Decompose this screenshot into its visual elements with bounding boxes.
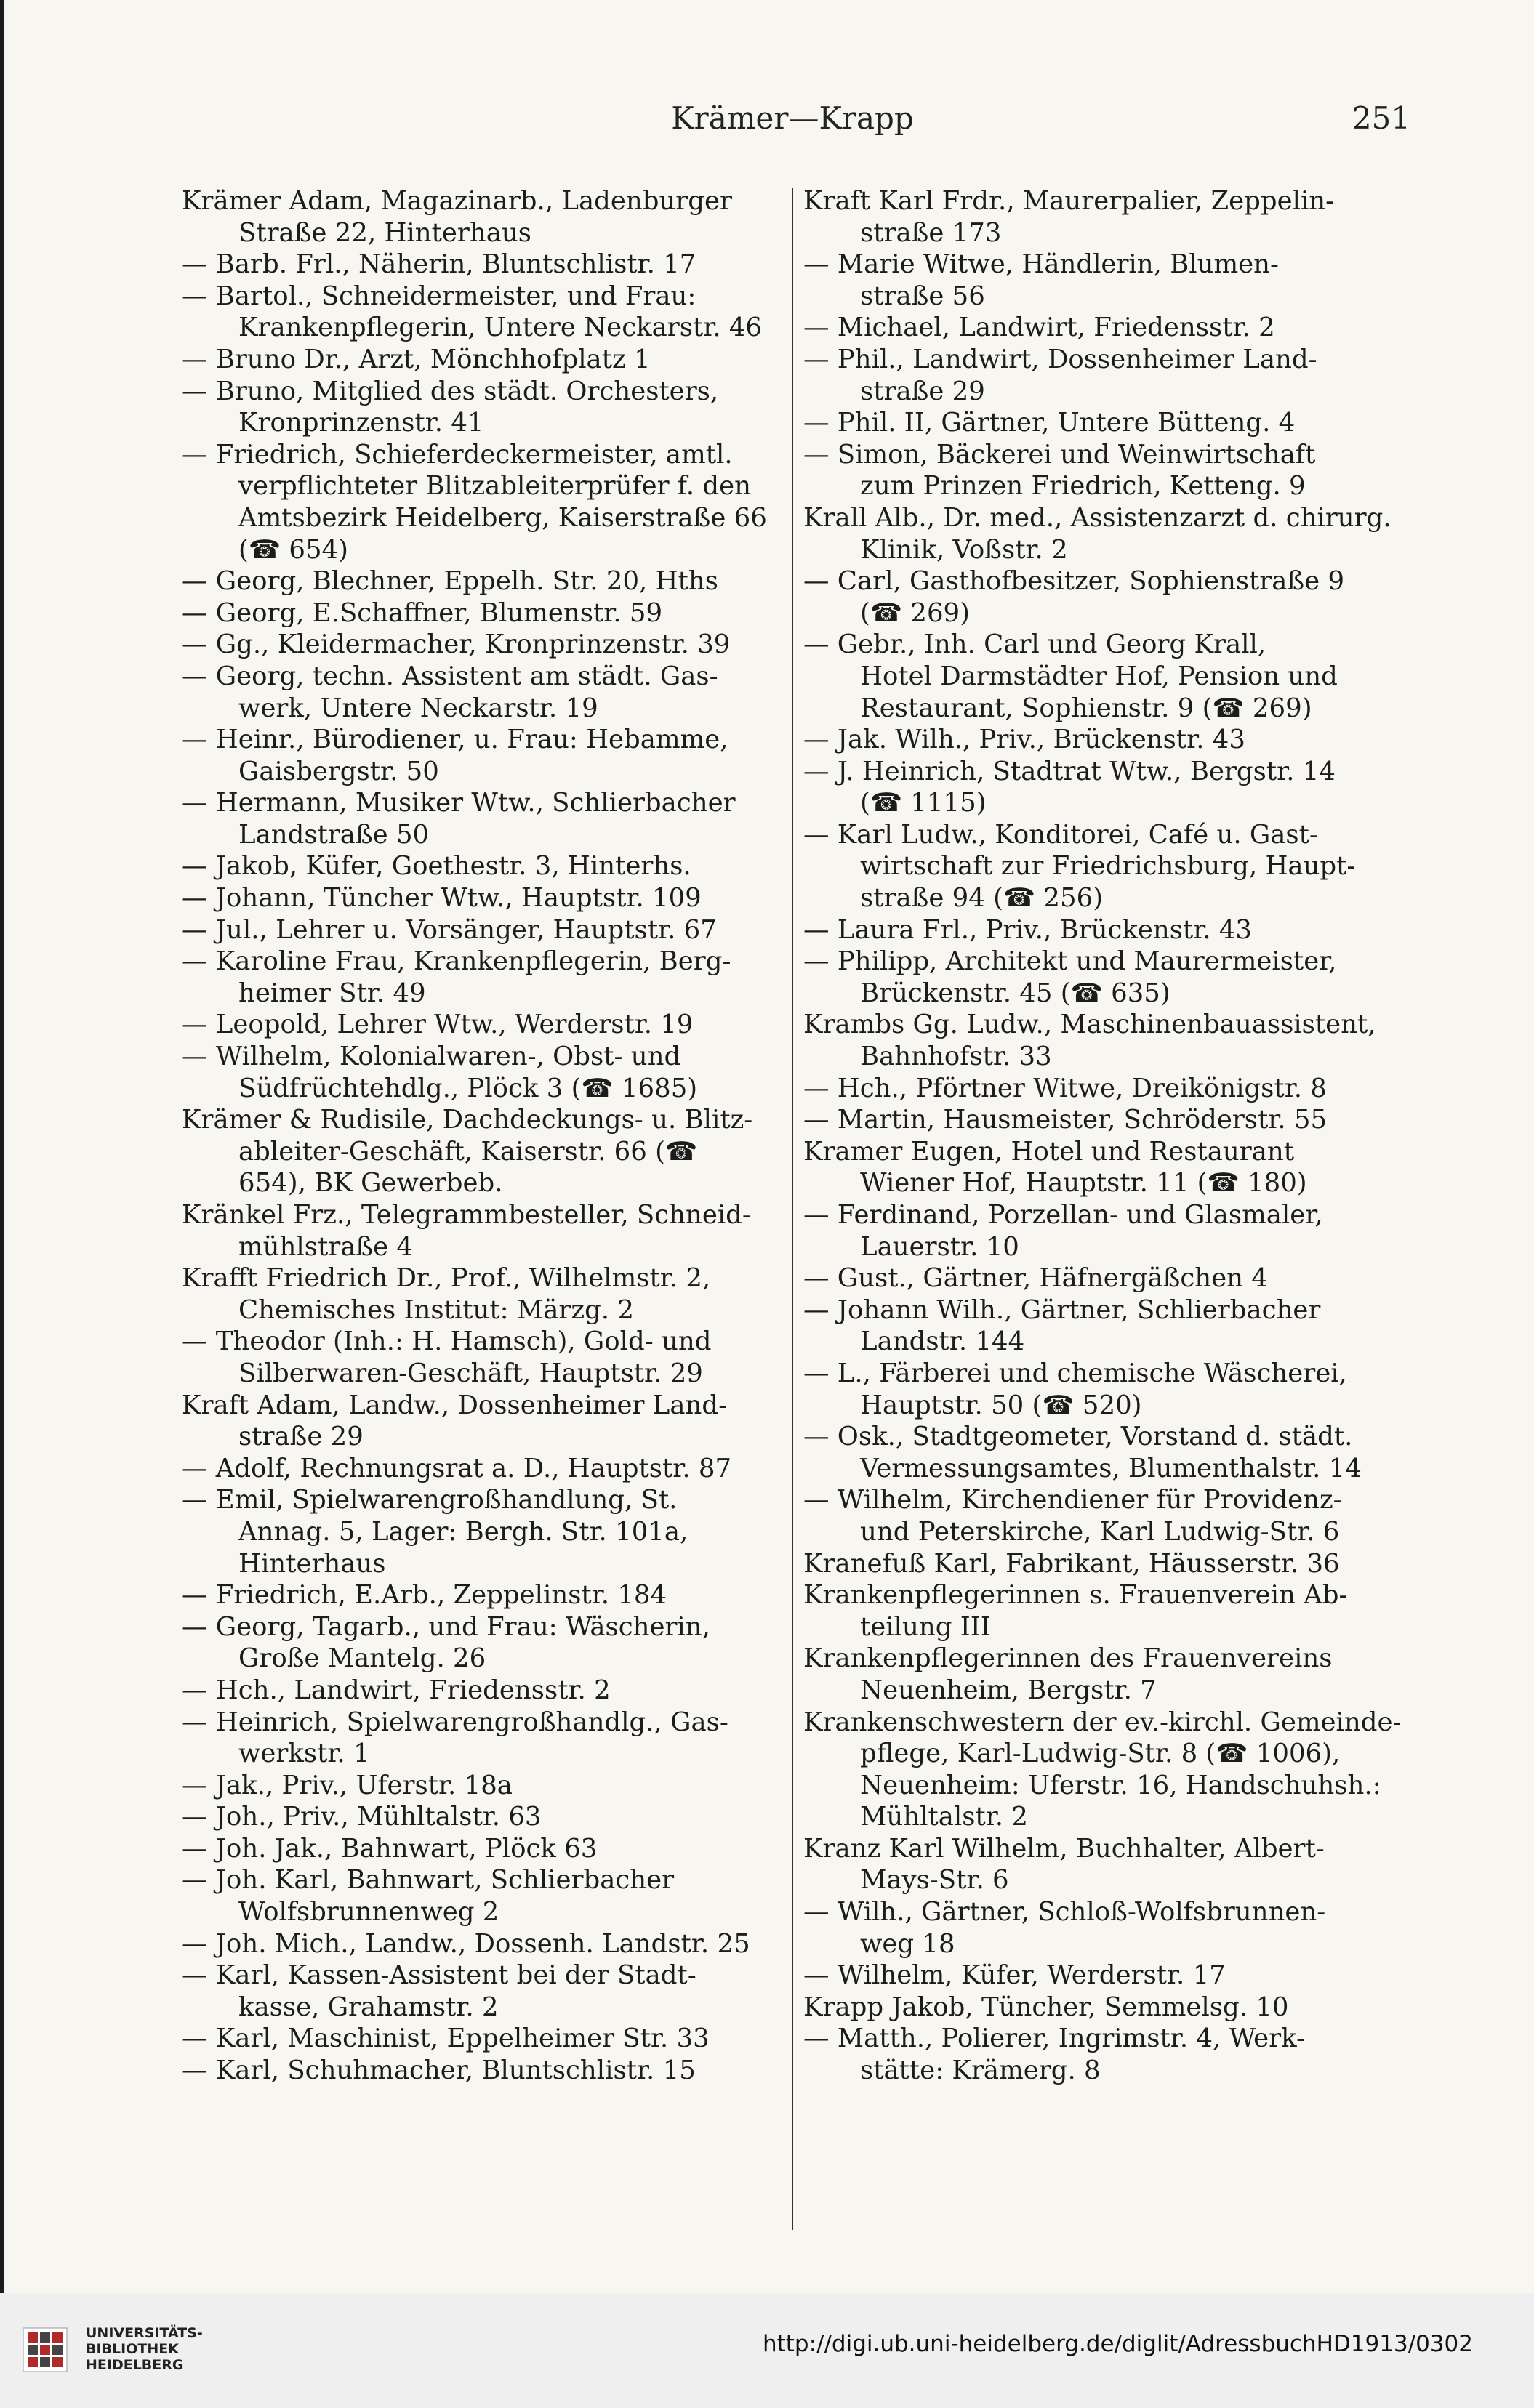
entry-line: Kränkel Frz., Telegrammbesteller, Schneid- bbox=[182, 1200, 751, 1230]
entry-line: — Hch., Landwirt, Friedensstr. 2 bbox=[182, 1675, 611, 1705]
entry-continuation-line: Restaurant, Sophienstr. 9 (☎ 269) bbox=[860, 693, 1312, 723]
entry-continuation-line: und Peterskirche, Karl Ludwig-Str. 6 bbox=[860, 1516, 1340, 1547]
entry-line: — Phil., Landwirt, Dossenheimer Land- bbox=[803, 344, 1317, 374]
entry-continuation-line: Wiener Hof, Hauptstr. 11 (☎ 180) bbox=[860, 1168, 1307, 1199]
entry-line: Krapp Jakob, Tüncher, Semmelsg. 10 bbox=[803, 1992, 1289, 2022]
entry-line: — Wilhelm, Kolonialwaren-, Obst- und bbox=[182, 1042, 681, 1072]
entry-continuation-line: Amtsbezirk Heidelberg, Kaiserstraße 66 bbox=[238, 502, 767, 533]
left-column bbox=[182, 185, 785, 2087]
entry-continuation-line: ableiter-Geschäft, Kaiserstr. 66 (☎ bbox=[238, 1136, 698, 1167]
entry-line: — Marie Witwe, Händlerin, Blumen- bbox=[803, 249, 1280, 280]
entry-line: — Philipp, Architekt und Maurermeister, bbox=[803, 946, 1337, 977]
entry-continuation-line: Wolfsbrunnenweg 2 bbox=[238, 1897, 499, 1928]
entry-continuation-line: straße 29 bbox=[860, 376, 985, 406]
entry-continuation-line: Neuenheim, Bergstr. 7 bbox=[860, 1675, 1157, 1705]
entry-continuation-line: Mays-Str. 6 bbox=[860, 1865, 1009, 1896]
entry-line: — Michael, Landwirt, Friedensstr. 2 bbox=[803, 313, 1275, 343]
entry-line: — Jak. Wilh., Priv., Brückenstr. 43 bbox=[803, 725, 1245, 755]
entry-line: — Georg, techn. Assistent am städt. Gas- bbox=[182, 661, 718, 691]
entry-continuation-line: mühlstraße 4 bbox=[238, 1231, 413, 1262]
entry-line: — Heinr., Bürodiener, u. Frau: Hebamme, bbox=[182, 725, 728, 755]
entry-line: — L., Färberei und chemische Wäscherei, bbox=[803, 1358, 1347, 1388]
entry-continuation-line: Landstr. 144 bbox=[860, 1326, 1025, 1357]
entry-continuation-line: Neuenheim: Uferstr. 16, Handschuhsh.: bbox=[860, 1770, 1381, 1800]
entry-continuation-line: Straße 22, Hinterhaus bbox=[238, 217, 531, 248]
entry-line: — Heinrich, Spielwarengroßhandlg., Gas- bbox=[182, 1707, 728, 1737]
entry-continuation-line: wirtschaft zur Friedrichsburg, Haupt- bbox=[860, 851, 1356, 882]
library-logo-icon bbox=[22, 2327, 68, 2373]
entry-line: — Johann Wilh., Gärtner, Schlierbacher bbox=[803, 1294, 1321, 1325]
entry-continuation-line: straße 94 (☎ 256) bbox=[860, 883, 1104, 914]
entry-line: — Hch., Pförtner Witwe, Dreikönigstr. 8 bbox=[803, 1073, 1327, 1103]
source-url-link[interactable]: http://digi.ub.uni-heidelberg.de/diglit/AdressbuchHD1913/0302 bbox=[762, 2331, 1473, 2357]
entry-continuation-line: werk, Untere Neckarstr. 19 bbox=[238, 693, 598, 723]
entry-line: — Johann, Tüncher Wtw., Hauptstr. 109 bbox=[182, 883, 702, 914]
entry-line: Krankenpflegerinnen des Frauenvereins bbox=[803, 1643, 1333, 1674]
entry-continuation-line: straße 29 bbox=[238, 1422, 364, 1452]
entry-line: — Barb. Frl., Näherin, Bluntschlistr. 17 bbox=[182, 249, 696, 280]
entry-line: — Wilhelm, Kirchendiener für Providenz- bbox=[803, 1485, 1342, 1515]
entry-continuation-line: heimer Str. 49 bbox=[238, 978, 426, 1008]
entry-line: — Phil. II, Gärtner, Untere Bütteng. 4 bbox=[803, 408, 1296, 438]
entry-continuation-line: Silberwaren-Geschäft, Hauptstr. 29 bbox=[238, 1358, 703, 1388]
entry-line: — Karl, Schuhmacher, Bluntschlistr. 15 bbox=[182, 2055, 696, 2086]
entry-line: — Joh. Mich., Landw., Dossenh. Landstr. 25 bbox=[182, 1928, 750, 1959]
entry-continuation-line: pflege, Karl-Ludwig-Str. 8 (☎ 1006), bbox=[860, 1739, 1341, 1769]
entry-line: — Karl, Maschinist, Eppelheimer Str. 33 bbox=[182, 2024, 710, 2054]
library-name-line: HEIDELBERG bbox=[86, 2357, 184, 2373]
entry-continuation-line: Annag. 5, Lager: Bergh. Str. 101a, bbox=[238, 1516, 688, 1547]
page-number: 251 bbox=[1352, 100, 1410, 136]
entry-continuation-line: Lauerstr. 10 bbox=[860, 1231, 1019, 1262]
library-name-line: BIBLIOTHEK bbox=[86, 2341, 179, 2357]
entry-line: — Leopold, Lehrer Wtw., Werderstr. 19 bbox=[182, 1010, 694, 1040]
entry-continuation-line: Südfrüchtehdlg., Plöck 3 (☎ 1685) bbox=[238, 1073, 698, 1103]
entry-line: — Bartol., Schneidermeister, und Frau: bbox=[182, 281, 696, 311]
entry-continuation-line: Gaisbergstr. 50 bbox=[238, 756, 439, 786]
entry-line: — Georg, E.Schaffner, Blumenstr. 59 bbox=[182, 597, 663, 628]
entry-line: — Ferdinand, Porzellan- und Glasmaler, bbox=[803, 1200, 1323, 1230]
entry-line: — Georg, Tagarb., und Frau: Wäscherin, bbox=[182, 1611, 710, 1642]
entry-continuation-line: Krankenpflegerin, Untere Neckarstr. 46 bbox=[238, 313, 763, 343]
entry-line: — Osk., Stadtgeometer, Vorstand d. städt. bbox=[803, 1422, 1353, 1452]
entry-line: Kraft Adam, Landw., Dossenheimer Land- bbox=[182, 1390, 728, 1420]
entry-continuation-line: straße 173 bbox=[860, 217, 1002, 248]
entry-continuation-line: Hotel Darmstädter Hof, Pension und bbox=[860, 661, 1338, 691]
entry-continuation-line: Kronprinzenstr. 41 bbox=[238, 408, 484, 438]
entry-continuation-line: teilung III bbox=[860, 1611, 991, 1642]
entry-line: — J. Heinrich, Stadtrat Wtw., Bergstr. 14 bbox=[803, 756, 1336, 786]
entry-continuation-line: straße 56 bbox=[860, 281, 985, 311]
entry-line: — Gebr., Inh. Carl und Georg Krall, bbox=[803, 629, 1266, 660]
entry-line: Kranefuß Karl, Fabrikant, Häusserstr. 36 bbox=[803, 1548, 1340, 1579]
entry-line: — Friedrich, E.Arb., Zeppelinstr. 184 bbox=[182, 1580, 667, 1611]
entry-line: — Emil, Spielwarengroßhandlung, St. bbox=[182, 1485, 678, 1515]
entry-line: — Carl, Gasthofbesitzer, Sophienstraße 9 bbox=[803, 566, 1345, 597]
column-divider bbox=[792, 188, 793, 2230]
entry-continuation-line: Chemisches Institut: Märzg. 2 bbox=[238, 1294, 634, 1325]
entry-continuation-line: weg 18 bbox=[860, 1928, 955, 1959]
entry-line: Krafft Friedrich Dr., Prof., Wilhelmstr. 2, bbox=[182, 1263, 711, 1294]
entry-line: — Martin, Hausmeister, Schröderstr. 55 bbox=[803, 1105, 1328, 1135]
entry-continuation-line: (☎ 654) bbox=[238, 534, 348, 565]
page-header bbox=[174, 100, 1410, 144]
entry-line: — Karl, Kassen-Assistent bei der Stadt- bbox=[182, 1960, 696, 1991]
entry-line: Krambs Gg. Ludw., Maschinenbauassistent, bbox=[803, 1010, 1376, 1040]
entry-line: — Georg, Blechner, Eppelh. Str. 20, Hths bbox=[182, 566, 718, 597]
entry-line: — Joh., Priv., Mühltalstr. 63 bbox=[182, 1802, 542, 1832]
library-name bbox=[86, 2325, 203, 2373]
entry-line: — Theodor (Inh.: H. Hamsch), Gold- und bbox=[182, 1326, 712, 1357]
entry-continuation-line: Mühltalstr. 2 bbox=[860, 1802, 1028, 1832]
entry-line: — Bruno Dr., Arzt, Mönchhofplatz 1 bbox=[182, 344, 651, 374]
entry-continuation-line: verpflichteter Blitzableiterprüfer f. den bbox=[238, 471, 751, 502]
entry-line: — Karoline Frau, Krankenpflegerin, Berg- bbox=[182, 946, 731, 977]
entry-line: — Joh. Jak., Bahnwart, Plöck 63 bbox=[182, 1833, 598, 1864]
entry-line: Kraft Karl Frdr., Maurerpalier, Zeppelin- bbox=[803, 186, 1335, 216]
entry-line: — Bruno, Mitglied des städt. Orchesters, bbox=[182, 376, 719, 406]
entry-line: Kramer Eugen, Hotel und Restaurant bbox=[803, 1136, 1295, 1167]
page-edge bbox=[0, 0, 4, 2293]
entry-line: — Wilh., Gärtner, Schloß-Wolfsbrunnen- bbox=[803, 1897, 1326, 1928]
entry-line: — Wilhelm, Küfer, Werderstr. 17 bbox=[803, 1960, 1226, 1991]
entry-line: Krall Alb., Dr. med., Assistenzarzt d. chirurg. bbox=[803, 502, 1392, 533]
entry-line: — Joh. Karl, Bahnwart, Schlierbacher bbox=[182, 1865, 675, 1896]
entry-continuation-line: 654), BK Gewerbeb. bbox=[238, 1168, 503, 1199]
entry-continuation-line: Hauptstr. 50 (☎ 520) bbox=[860, 1390, 1142, 1420]
entry-continuation-line: Große Mantelg. 26 bbox=[238, 1643, 486, 1674]
entry-continuation-line: Hinterhaus bbox=[238, 1548, 386, 1579]
entry-continuation-line: kasse, Grahamstr. 2 bbox=[238, 1992, 499, 2022]
library-name-line: UNIVERSITÄTS- bbox=[86, 2325, 203, 2341]
entry-line: Krämer Adam, Magazinarb., Ladenburger bbox=[182, 186, 732, 216]
entry-continuation-line: Brückenstr. 45 (☎ 635) bbox=[860, 978, 1170, 1008]
entry-line: — Hermann, Musiker Wtw., Schlierbacher bbox=[182, 788, 736, 818]
entry-continuation-line: stätte: Krämerg. 8 bbox=[860, 2055, 1101, 2086]
running-title: Krämer—Krapp bbox=[671, 100, 914, 136]
entry-line: Krankenpflegerinnen s. Frauenverein Ab- bbox=[803, 1580, 1348, 1611]
entry-line: — Friedrich, Schieferdeckermeister, amtl. bbox=[182, 439, 733, 470]
entry-continuation-line: Vermessungsamtes, Blumenthalstr. 14 bbox=[860, 1453, 1362, 1483]
entry-continuation-line: werkstr. 1 bbox=[238, 1739, 370, 1769]
entry-line: — Laura Frl., Priv., Brückenstr. 43 bbox=[803, 914, 1253, 945]
entry-line: — Simon, Bäckerei und Weinwirtschaft bbox=[803, 439, 1316, 470]
entry-line: — Jakob, Küfer, Goethestr. 3, Hinterhs. bbox=[182, 851, 691, 882]
entry-line: — Jul., Lehrer u. Vorsänger, Hauptstr. 67 bbox=[182, 914, 717, 945]
entry-line: — Matth., Polierer, Ingrimstr. 4, Werk- bbox=[803, 2024, 1306, 2054]
entry-line: — Gg., Kleidermacher, Kronprinzenstr. 39 bbox=[182, 629, 731, 660]
entry-line: — Adolf, Rechnungsrat a. D., Hauptstr. 87 bbox=[182, 1453, 732, 1483]
right-column bbox=[803, 185, 1407, 2087]
entry-line: Krankenschwestern der ev.-kirchl. Gemeinde- bbox=[803, 1707, 1402, 1737]
entry-line: — Gust., Gärtner, Häfnergäßchen 4 bbox=[803, 1263, 1268, 1294]
entry-continuation-line: Klinik, Voßstr. 2 bbox=[860, 534, 1068, 565]
entry-continuation-line: Bahnhofstr. 33 bbox=[860, 1042, 1052, 1072]
entry-continuation-line: (☎ 269) bbox=[860, 597, 970, 628]
entry-continuation-line: zum Prinzen Friedrich, Ketteng. 9 bbox=[860, 471, 1306, 502]
entry-continuation-line: Landstraße 50 bbox=[238, 819, 430, 850]
entry-line: — Karl Ludw., Konditorei, Café u. Gast- bbox=[803, 819, 1318, 850]
entry-line: — Jak., Priv., Uferstr. 18a bbox=[182, 1770, 513, 1800]
footer-bar bbox=[0, 2293, 1534, 2408]
entry-continuation-line: (☎ 1115) bbox=[860, 788, 987, 818]
entry-line: Krämer & Rudisile, Dachdeckungs- u. Blitz- bbox=[182, 1105, 753, 1135]
entry-line: Kranz Karl Wilhelm, Buchhalter, Albert- bbox=[803, 1833, 1325, 1864]
